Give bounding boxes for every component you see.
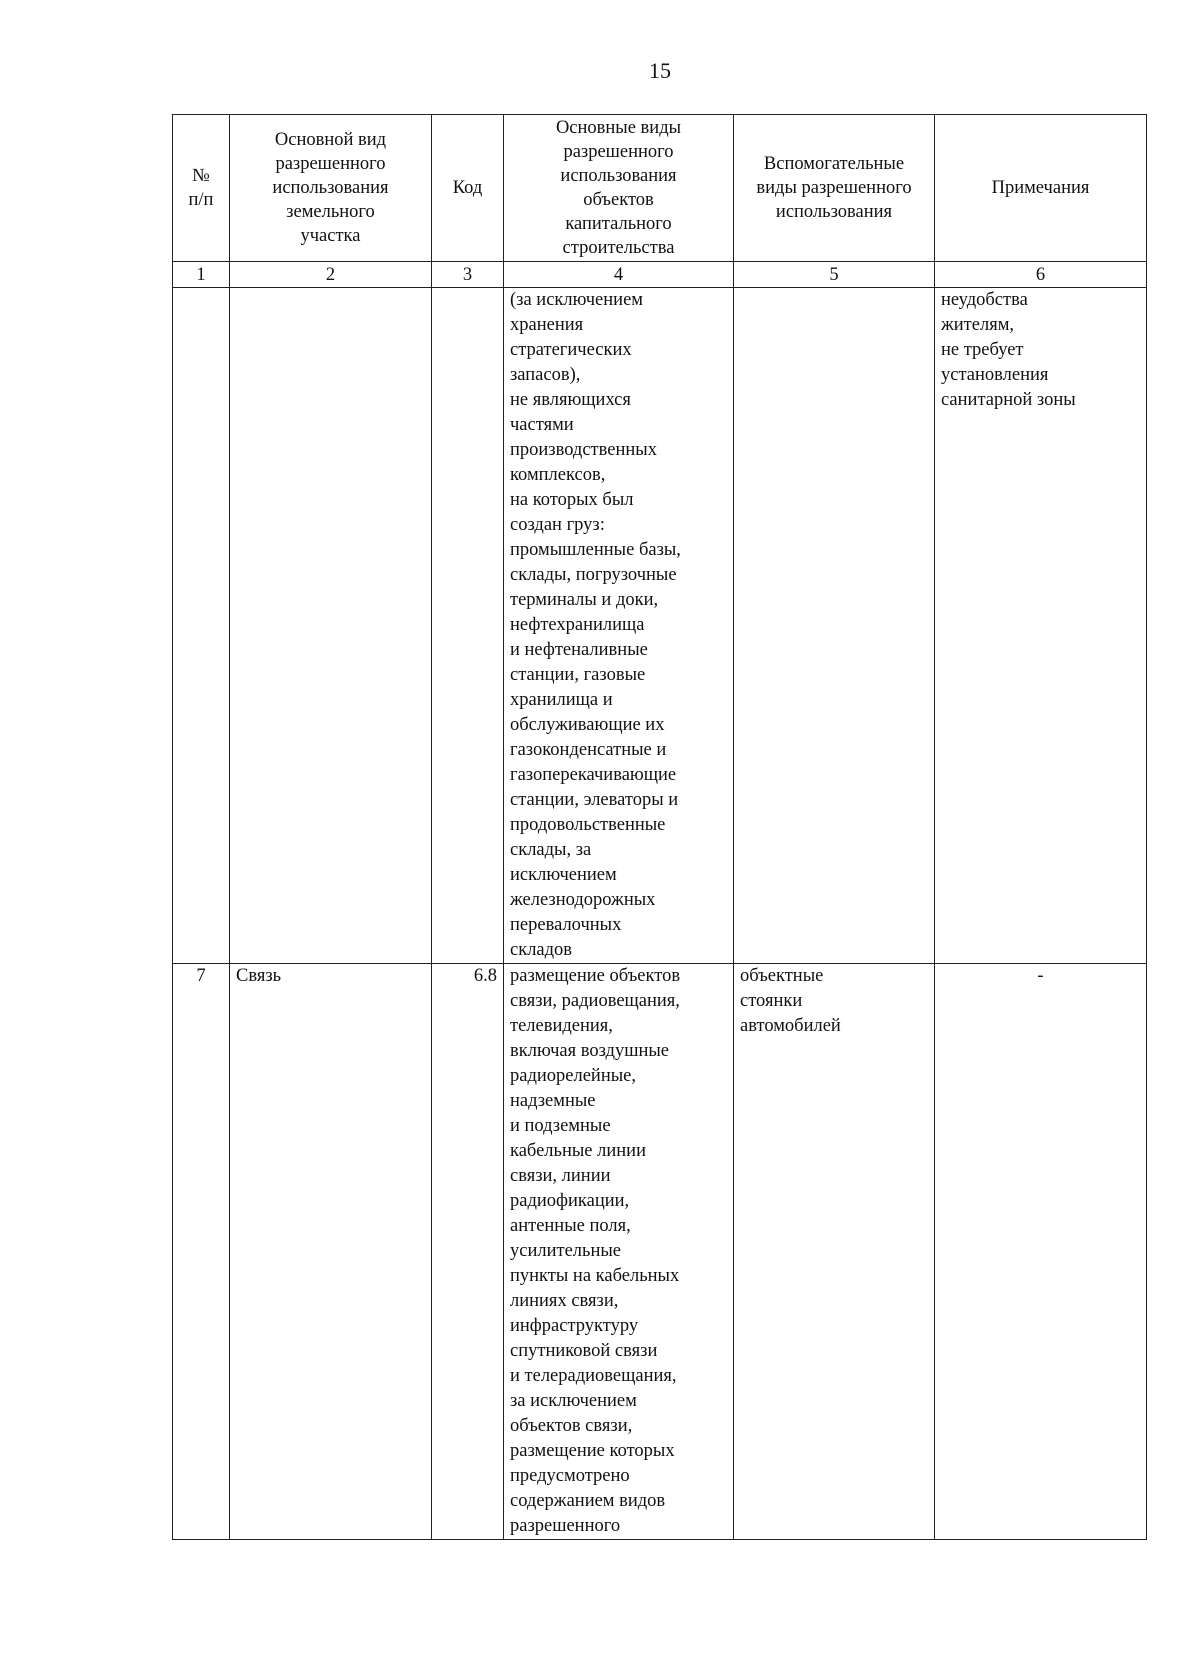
cell-main-use: Связь [230, 964, 432, 1540]
land-use-table [172, 114, 1147, 1540]
column-number: 2 [230, 262, 432, 288]
cell-capital-uses: размещение объектов связи, радиовещания, телевидения, включая воздушные радиорелейные, надземные и подземные кабельные линии связи, линии радиофикации, антенные поля, усилительные пункты на кабельных линиях связи, инфраструктуру спутниковой связи и телерадиовещания, за исключением объектов связи, размещение которых предусмотрено содержанием видов разрешенного [504, 964, 734, 1540]
column-number: 5 [734, 262, 935, 288]
cell-main-use [230, 288, 432, 964]
column-number: 4 [504, 262, 734, 288]
cell-notes: неудобства жителям, не требует установления санитарной зоны [935, 288, 1147, 964]
cell-number [173, 288, 230, 964]
column-number: 6 [935, 262, 1147, 288]
cell-number: 7 [173, 964, 230, 1540]
table-row [173, 288, 1147, 964]
cell-notes: - [935, 964, 1147, 1540]
table-header-row [173, 115, 1147, 262]
cell-code [432, 288, 504, 964]
page-number: 15 [649, 58, 671, 83]
cell-capital-uses: (за исключением хранения стратегических запасов), не являющихся частями производственных комплексов, на которых был создан груз: промышленные базы, склады, погрузочные терминалы и доки, нефтехранилища и нефтеналивные станции, газовые хранилища и обслуживающие их газоконденсатные и газоперекачивающие станции, элеваторы и продовольственные склады, за исключением железнодорожных перевалочных складов [504, 288, 734, 964]
cell-auxiliary-uses [734, 288, 935, 964]
cell-code: 6.8 [432, 964, 504, 1540]
header-main-use: Основной вид разрешенного использования земельного участка [230, 115, 432, 262]
header-code: Код [432, 115, 504, 262]
table-row [173, 964, 1147, 1540]
header-number: № п/п [173, 115, 230, 262]
column-number: 3 [432, 262, 504, 288]
header-auxiliary-uses: Вспомогательные виды разрешенного использования [734, 115, 935, 262]
column-number: 1 [173, 262, 230, 288]
cell-auxiliary-uses: объектные стоянки автомобилей [734, 964, 935, 1540]
header-capital-uses: Основные виды разрешенного использования объектов капитального строительства [504, 115, 734, 262]
column-number-row [173, 262, 1147, 288]
header-notes: Примечания [935, 115, 1147, 262]
